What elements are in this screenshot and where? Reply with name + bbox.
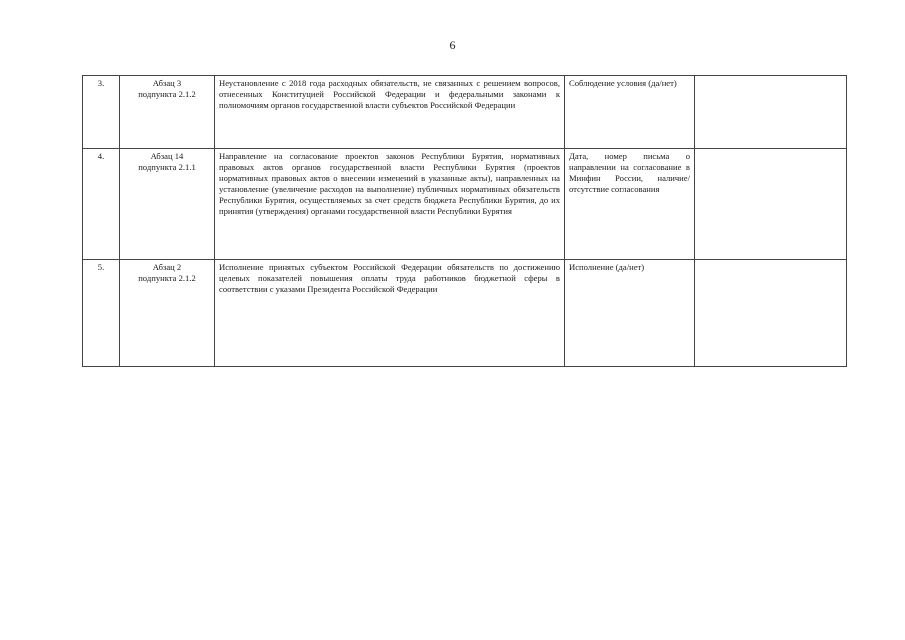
conditions-table	[82, 75, 847, 367]
row-criterion: Соблюдение условия (да/нет)	[565, 76, 695, 149]
row-reference-text: Абзац 2 подпункта 2.1.2	[138, 262, 196, 283]
table-row	[83, 76, 847, 149]
row-description: Неустановление с 2018 года расходных обязательств, не связанных с решением вопросов, отнесенных Конституцией Российской Федерации и федеральными законами к полномочиям органов государственной власти субъектов Российской Федерации	[215, 76, 565, 149]
row-reference	[120, 149, 215, 260]
row-description: Исполнение принятых субъектом Российской Федерации обязательств по достижению целевых показателей повышения оплаты труда работников бюджетной сферы в соответствии с указами Президента Российской Федерации	[215, 260, 565, 367]
table-row	[83, 260, 847, 367]
row-value	[695, 76, 847, 149]
row-number: 3.	[83, 76, 120, 149]
row-description: Направление на согласование проектов законов Республики Бурятия, нормативных правовых актов органов государственной власти Республики Бурятия (проектов нормативных правовых актов о внесении изменений в указанные акты), направленных на установление (увеличение расходов на выполнение) публичных нормативных обязательств Республики Бурятия, осуществляемых за счет средств бюджета Республики Бурятия, до их принятия (утверждения) органами государственной власти Республики Бурятия	[215, 149, 565, 260]
row-reference	[120, 260, 215, 367]
row-reference	[120, 76, 215, 149]
row-criterion: Дата, номер письма о направлении на согласование в Минфин России, наличие/отсутствие согласования	[565, 149, 695, 260]
page-number: 6	[449, 38, 456, 52]
row-criterion: Исполнение (да/нет)	[565, 260, 695, 367]
row-reference-text: Абзац 3 подпункта 2.1.2	[138, 78, 196, 99]
row-value	[695, 260, 847, 367]
row-value	[695, 149, 847, 260]
row-reference-text: Абзац 14 подпункта 2.1.1	[138, 151, 196, 172]
row-number: 4.	[83, 149, 120, 260]
row-number: 5.	[83, 260, 120, 367]
table-row	[83, 149, 847, 260]
